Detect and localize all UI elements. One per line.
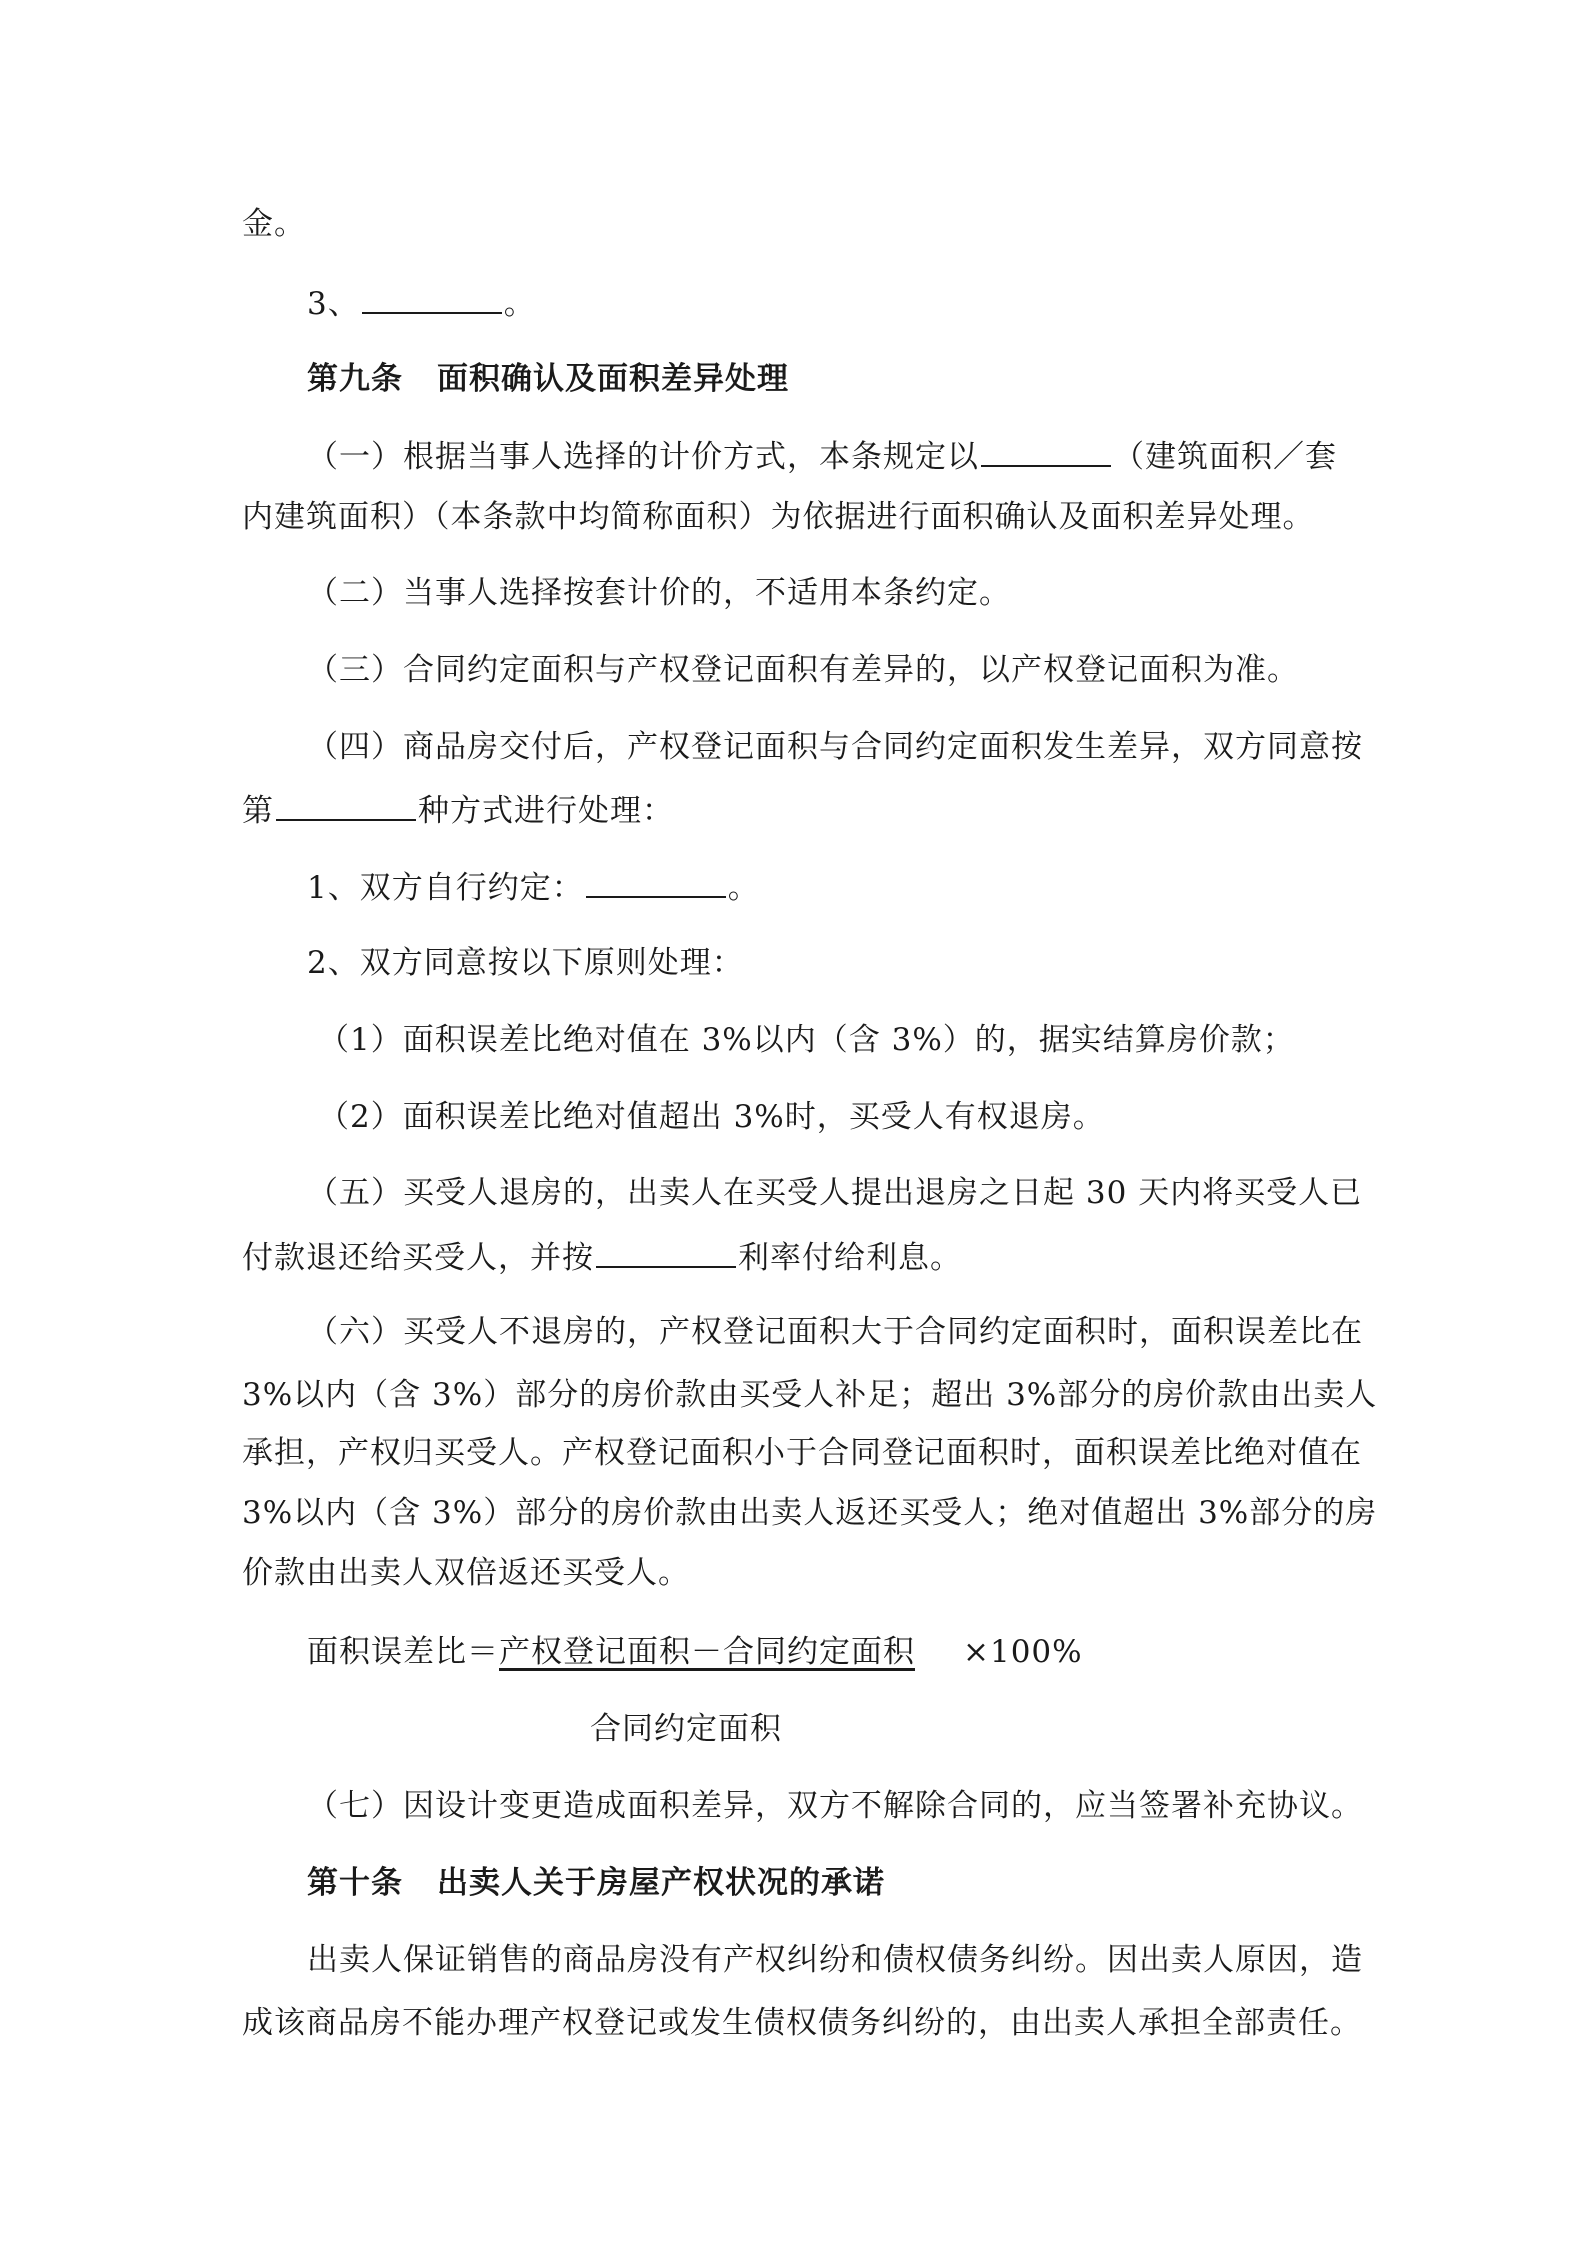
text: 出卖人保证销售的商品房没有产权纠纷和债权债务纠纷。因出卖人原因，造 (307, 1942, 1363, 1978)
article-number: 第九条 (307, 361, 403, 397)
paragraph-line (307, 650, 1299, 690)
text: 内建筑面积）（本条款中均简称面积）为依据进行面积确认及面积差异处理。 (242, 499, 1315, 535)
text: 价款由出卖人双倍返还买受人。 (242, 1555, 690, 1591)
item-number: 3、 (307, 286, 360, 322)
formula-label: 面积误差比＝ (307, 1634, 499, 1670)
text: 合同约定面积 (590, 1711, 782, 1747)
text: 1、双方自行约定： (307, 870, 584, 906)
formula-numerator-line (307, 1632, 1083, 1672)
paragraph-line (242, 1433, 1362, 1473)
paragraph-line (307, 1173, 1362, 1213)
article-number: 第十条 (307, 1865, 403, 1901)
line-item-3 (307, 282, 536, 324)
fill-in-blank[interactable] (276, 789, 416, 821)
text: 2、双方同意按以下原则处理： (307, 945, 744, 981)
text: （七）因设计变更造成面积差异，双方不解除合同的，应当签署补充协议。 (307, 1788, 1363, 1824)
paragraph-line (307, 943, 744, 983)
fill-in-blank[interactable] (981, 435, 1111, 467)
paragraph-line (307, 1940, 1363, 1980)
text: 3%以内（含 3%）部分的房价款由出卖人返还买受人；绝对值超出 3%部分的房 (242, 1495, 1378, 1531)
fill-in-blank[interactable] (362, 282, 502, 314)
text: （一）根据当事人选择的计价方式，本条规定以 (307, 439, 979, 475)
article-9-heading (307, 359, 789, 399)
paragraph-line (307, 435, 1337, 477)
paragraph-line (242, 1375, 1377, 1415)
article-10-heading (307, 1863, 885, 1903)
paragraph-line (242, 1493, 1377, 1533)
paragraph-line (242, 789, 674, 831)
text: 利率付给利息。 (738, 1240, 962, 1276)
text: （三）合同约定面积与产权登记面积有差异的，以产权登记面积为准。 (307, 652, 1299, 688)
text: （1）面积误差比绝对值在 3%以内（含 3%）的，据实结算房价款； (318, 1022, 1295, 1058)
paragraph-line (242, 1553, 690, 1593)
fill-in-blank[interactable] (596, 1236, 736, 1268)
paragraph-line (318, 1097, 1105, 1137)
paragraph-line (307, 866, 760, 908)
paragraph-line (242, 2003, 1362, 2043)
paragraph-line (307, 727, 1363, 767)
fill-in-blank[interactable] (586, 866, 726, 898)
paragraph-line (318, 1020, 1295, 1060)
text: 3%以内（含 3%）部分的房价款由买受人补足；超出 3%部分的房价款由出卖人 (242, 1377, 1378, 1413)
text: （2）面积误差比绝对值超出 3%时，买受人有权退房。 (318, 1099, 1105, 1135)
paragraph-line (307, 1312, 1363, 1352)
text: 。 (727, 870, 760, 906)
text: 种方式进行处理： (418, 793, 674, 829)
article-title: 面积确认及面积差异处理 (437, 361, 789, 397)
text: 承担，产权归买受人。产权登记面积小于合同登记面积时，面积误差比绝对值在 (242, 1435, 1362, 1471)
article-title: 出卖人关于房屋产权状况的承诺 (437, 1865, 885, 1901)
formula-numerator: 产权登记面积－合同约定面积 (499, 1634, 915, 1670)
paragraph-line (242, 497, 1315, 537)
text: （二）当事人选择按套计价的，不适用本条约定。 (307, 575, 1011, 611)
paragraph-line (242, 1236, 962, 1278)
text: （五）买受人退房的，出卖人在买受人提出退房之日起 30 天内将买受人已 (307, 1175, 1363, 1211)
line-continuation (242, 204, 306, 244)
text: （四）商品房交付后，产权登记面积与合同约定面积发生差异，双方同意按 (307, 729, 1363, 765)
paragraph-line (307, 573, 1011, 613)
text: 付款退还给买受人，并按 (242, 1240, 594, 1276)
formula-multiplier: ×100% (963, 1634, 1083, 1670)
text: 第 (242, 793, 274, 829)
text: 成该商品房不能办理产权登记或发生债权债务纠纷的，由出卖人承担全部责任。 (242, 2005, 1362, 2041)
paragraph-line (307, 1786, 1363, 1826)
formula-denominator (590, 1709, 782, 1749)
text: 。 (503, 286, 536, 322)
text: 金。 (242, 206, 306, 242)
text: （六）买受人不退房的，产权登记面积大于合同约定面积时，面积误差比在 (307, 1314, 1363, 1350)
text: （建筑面积／套 (1113, 439, 1337, 475)
